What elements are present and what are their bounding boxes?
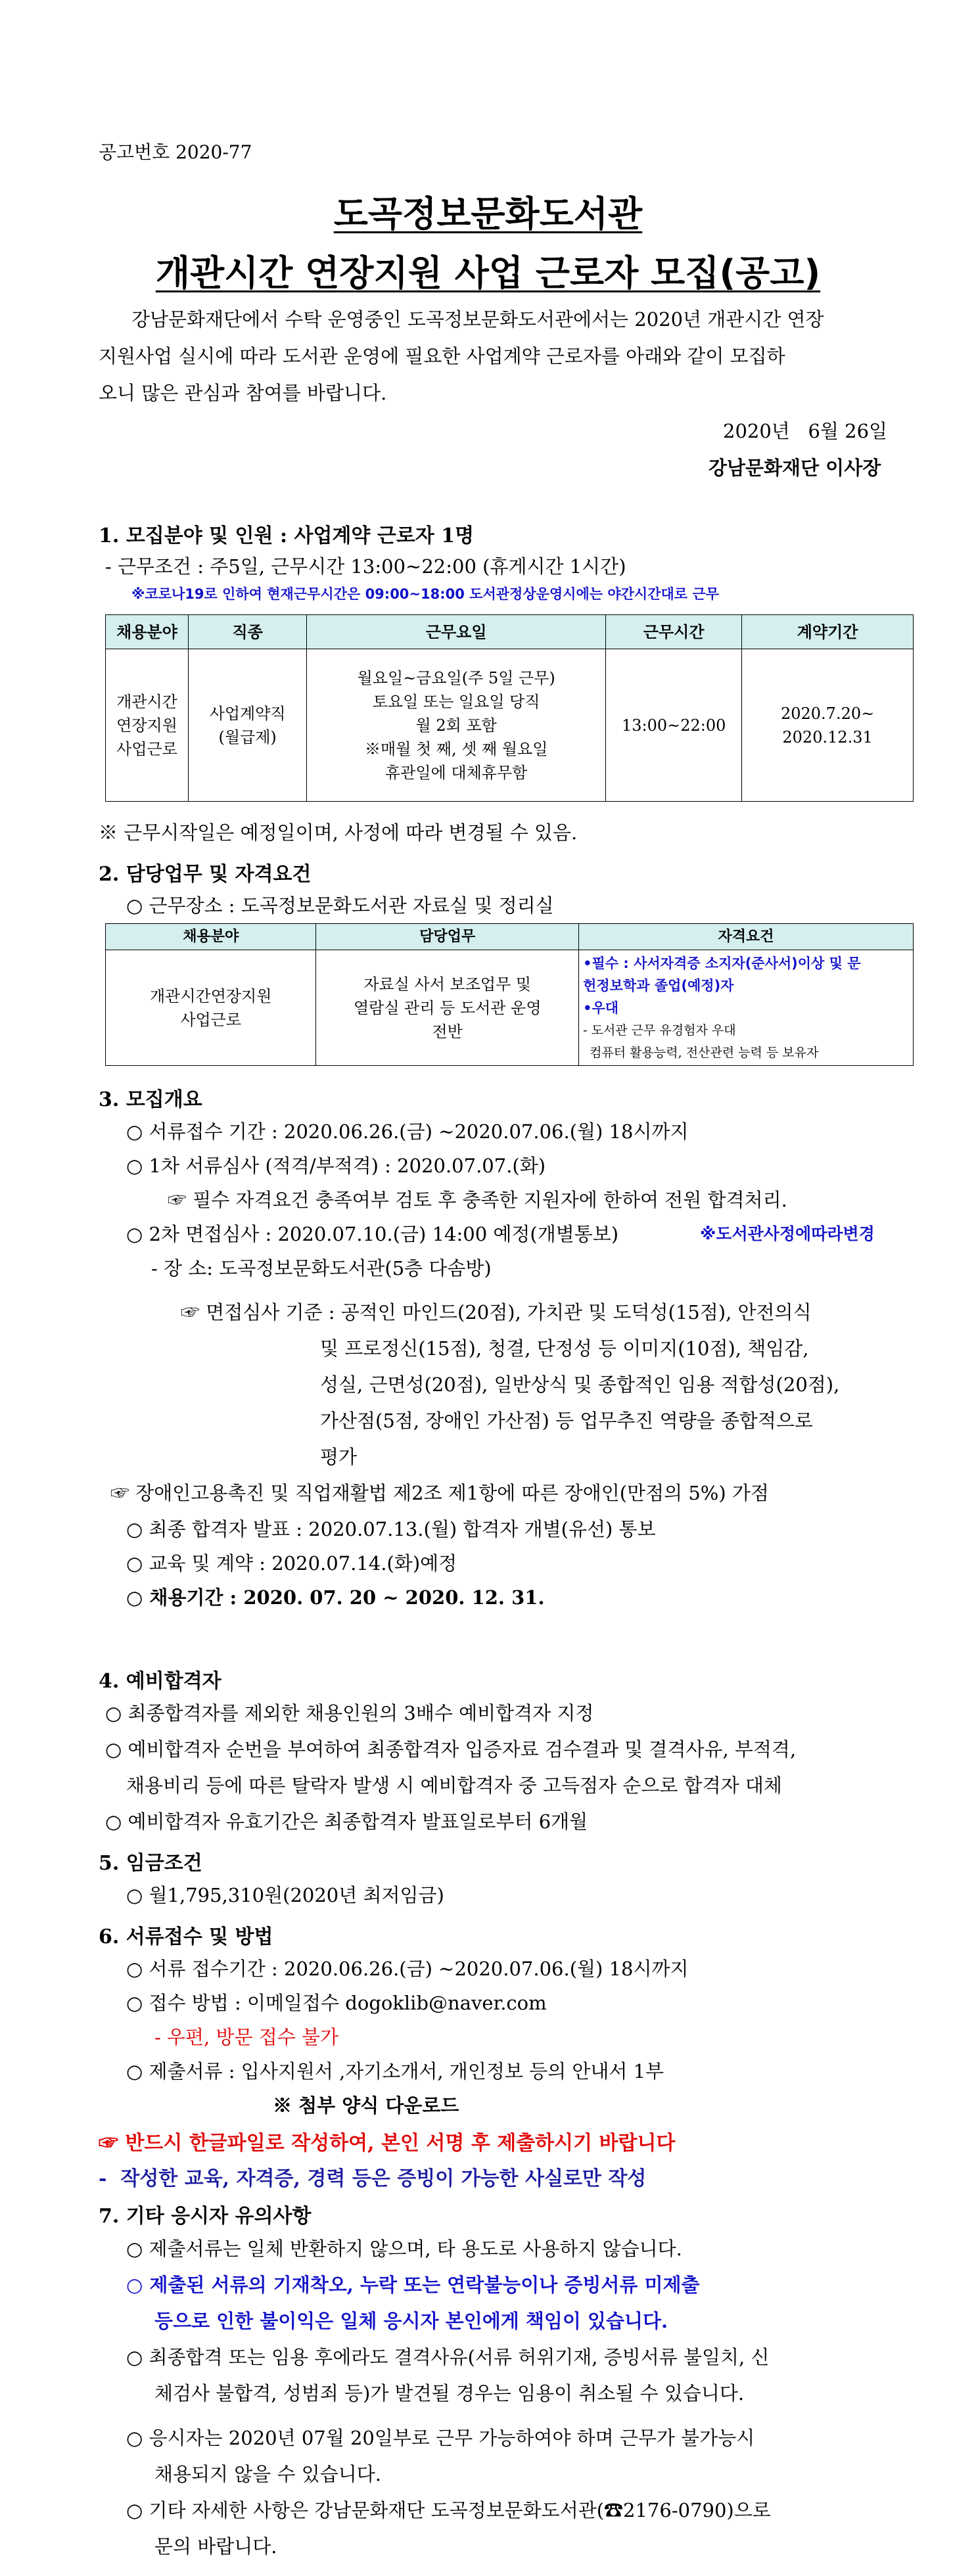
cell-field: [106, 649, 189, 802]
sec7-line: ○ 기타 자세한 사항은 강남문화재단 도곡정보문화도서관(☎2176-0790)으로: [126, 2499, 771, 2521]
cell-job: [189, 649, 307, 802]
title-line1-text: 도곡정보문화도서관: [333, 193, 643, 235]
job-line: (월급제): [218, 727, 277, 747]
sec1-footnote: ※ 근무시작일은 예정일이며, 사정에 따라 변경될 수 있음.: [99, 821, 578, 844]
sec6-line: ○ 제출서류 : 입사지원서 ,자기소개서, 개인정보 등의 안내서 1부: [126, 2060, 664, 2082]
field2-line: 사업근로: [180, 1010, 242, 1029]
days-line: 월요일~금요일(주 5일 근무): [357, 668, 555, 687]
sec3-line: ○ 서류접수 기간 : 2020.06.26.(금) ~2020.07.06.(월) 18시까지: [126, 1120, 689, 1143]
sec6-hwp-notice: ☞ 반드시 한글파일로 작성하여, 본인 서명 후 제출하시기 바랍니다: [99, 2132, 676, 2155]
sec1-condition: - 근무조건 : 주5일, 근무시간 13:00~22:00 (휴게시간 1시간): [105, 555, 626, 578]
field-line: 사업근로: [116, 739, 177, 758]
sec6-line: ○ 서류 접수기간 : 2020.06.26.(금) ~2020.07.06.(월) 18시까지: [126, 1958, 689, 1980]
sec3-line: ○ 최종 합격자 발표 : 2020.07.13.(월) 합격자 개별(유선) 통보: [126, 1518, 656, 1540]
th2-field: 채용분야: [106, 924, 316, 950]
intro-line-2: 지원사업 실시에 따라 도서관 운영에 필요한 사업계약 근로자를 아래와 같이 모집하: [99, 345, 785, 367]
sec4-heading: 4. 예비합격자: [99, 1670, 221, 1693]
sec4-line: ○ 최종합격자를 제외한 채용인원의 3배수 예비합격자 지정: [105, 1702, 594, 1724]
title-line2-text: 개관시간 연장지원 사업 근로자 모집(공고): [155, 252, 821, 294]
job-line: 사업계약직: [209, 704, 286, 723]
sec3-line: 및 프로정신(15점), 청결, 단정성 등 이미지(10점), 책임감,: [320, 1337, 809, 1360]
duty-line: 열람실 관리 등 도서관 운영: [353, 998, 542, 1017]
recruit-table: [105, 614, 914, 802]
req-preferred: •우대: [583, 1000, 619, 1016]
sec3-heading: 3. 모집개요: [99, 1088, 202, 1111]
notice-number: 공고번호 2020-77: [99, 141, 252, 163]
sec3-line: 가산점(5점, 장애인 가산점) 등 업무추진 역량을 종합적으로: [320, 1410, 813, 1432]
cell2-req: [579, 950, 914, 1066]
th2-duty: 담당업무: [316, 924, 579, 950]
issuer: 강남문화재단 이사장: [709, 457, 881, 479]
sec4-line: ○ 예비합격자 유효기간은 최종합격자 발표일로부터 6개월: [105, 1810, 588, 1833]
sec7-line: 체검사 불합격, 성범죄 등)가 발견될 경우는 임용이 취소될 수 있습니다.: [154, 2382, 745, 2404]
sec3-line: 평가: [320, 1446, 358, 1468]
sec5-line: ○ 월1,795,310원(2020년 최저임금): [126, 1884, 444, 1906]
sec7-line: 채용되지 않을 수 있습니다.: [154, 2463, 382, 2485]
title-library: [0, 186, 976, 237]
intro-line-1: 강남문화재단에서 수탁 운영중인 도곡정보문화도서관에서는 2020년 개관시간 연장: [131, 308, 824, 331]
cell2-duty: [316, 950, 579, 1066]
sec3-line: - 장 소: 도곡정보문화도서관(5층 다솜방): [151, 1257, 492, 1279]
sec7-line: 문의 바랍니다.: [154, 2535, 277, 2558]
period-line: 2020.7.20~: [780, 704, 875, 723]
days-line: 월 2회 포함: [415, 716, 497, 735]
cell2-field: [106, 950, 316, 1066]
sec3-line: ☞ 면접심사 기준 : 공적인 마인드(20점), 가치관 및 도덕성(15점), 안전의식: [181, 1301, 812, 1323]
th-period: 계약기간: [742, 615, 914, 649]
sec2-heading: 2. 담당업무 및 자격요건: [99, 863, 312, 886]
sec7-line: ○ 제출서류는 일체 반환하지 않으며, 타 용도로 사용하지 않습니다.: [126, 2238, 682, 2260]
field-line: 연장지원: [116, 716, 177, 735]
duty-line: 자료실 사서 보조업무 및: [363, 975, 532, 994]
sec3-line: ○ 2차 면접심사 : 2020.07.10.(금) 14:00 예정(개별통보): [126, 1223, 619, 1245]
sec3-line: ☞ 장애인고용촉진 및 직업재활법 제2조 제1항에 따른 장애인(만점의 5%) 가점: [110, 1482, 769, 1504]
duty-table: [105, 923, 914, 1066]
th-field: 채용분야: [106, 615, 189, 649]
sec6-no-mail: - 우편, 방문 접수 불가: [154, 2026, 339, 2048]
sec7-line-blue: 등으로 인한 불이익은 일체 응시자 본인에게 책임이 있습니다.: [154, 2310, 668, 2332]
req-required-2: 헌정보학과 졸업(예정)자: [583, 977, 734, 994]
sec3-line: ○ 교육 및 계약 : 2020.07.14.(화)예정: [126, 1552, 457, 1575]
cell-days: [307, 649, 606, 802]
th2-req: 자격요건: [579, 924, 914, 950]
req-required: •필수 : 사서자격증 소지자(준사서)이상 및 문: [583, 955, 861, 971]
sec6-heading: 6. 서류접수 및 방법: [99, 1925, 273, 1948]
period-line: 2020.12.31: [782, 727, 873, 747]
sec3-change-note: ※도서관사정에따라변경: [700, 1224, 875, 1243]
intro-line-3: 오니 많은 관심과 참여를 바랍니다.: [99, 382, 387, 404]
sec6-proof-notice: - 작성한 교육, 자격증, 경력 등은 증빙이 가능한 사실로만 작성: [99, 2167, 647, 2190]
sec3-line: 성실, 근면성(20점), 일반상식 및 종합적인 임용 적합성(20점),: [320, 1373, 840, 1396]
days-line: 토요일 또는 일요일 당직: [372, 692, 540, 711]
sec2-place: ○ 근무장소 : 도곡정보문화도서관 자료실 및 정리실: [126, 894, 554, 917]
sec3-line: ☞ 필수 자격요건 충족여부 검토 후 충족한 지원자에 한하여 전원 합격처리.: [168, 1189, 787, 1211]
req-pref-2: 컴퓨터 활용능력, 전산관련 능력 등 보유자: [590, 1045, 819, 1060]
sec6-line: ○ 접수 방법 : 이메일접수 dogoklib@naver.com: [126, 1992, 547, 2014]
sec4-line: 채용비리 등에 따른 탈락자 발생 시 예비합격자 중 고득점자 순으로 합격자 대체: [126, 1774, 782, 1797]
duty-line: 전반: [432, 1022, 463, 1041]
th-days: 근무요일: [307, 615, 606, 649]
th-hours: 근무시간: [606, 615, 742, 649]
notice-date: 2020년 6월 26일: [723, 420, 888, 442]
sec3-hire-period: ○ 채용기간 : 2020. 07. 20 ~ 2020. 12. 31.: [126, 1586, 545, 1609]
th-job: 직종: [189, 615, 307, 649]
sec7-heading: 7. 기타 응시자 유의사항: [99, 2205, 312, 2228]
title-recruitment: [0, 245, 976, 296]
sec7-line-blue: ○ 제출된 서류의 기재착오, 누락 또는 연락불능이나 증빙서류 미제출: [126, 2274, 700, 2296]
covid-note: ※코로나19로 인하여 현재근무시간은 09:00~18:00 도서관정상운영시에는 야간시간대로 근무: [131, 586, 719, 602]
days-line: ※매월 첫 째, 셋 째 월요일: [364, 739, 548, 758]
sec5-heading: 5. 임금조건: [99, 1852, 202, 1875]
sec4-line: ○ 예비합격자 순번을 부여하여 최종합격자 입증자료 검수결과 및 결격사유, 부적격,: [105, 1738, 797, 1760]
days-line: 휴관일에 대체휴무함: [385, 763, 528, 782]
sec7-line: ○ 최종합격 또는 임용 후에라도 결격사유(서류 허위기재, 증빙서류 불일치, 신: [126, 2346, 770, 2368]
field2-line: 개관시간연장지원: [149, 986, 272, 1005]
field-line: 개관시간: [116, 692, 177, 711]
sec7-line: ○ 응시자는 2020년 07월 20일부로 근무 가능하여야 하며 근무가 불가능시: [126, 2427, 755, 2449]
cell-period: [742, 649, 914, 802]
sec1-heading: 1. 모집분야 및 인원 : 사업계약 근로자 1명: [99, 524, 475, 547]
req-pref-1: - 도서관 근무 유경험자 우대: [583, 1023, 736, 1038]
form-download[interactable]: ※ 첨부 양식 다운로드: [273, 2094, 459, 2117]
sec3-line: ○ 1차 서류심사 (적격/부적격) : 2020.07.07.(화): [126, 1155, 546, 1177]
cell-hours: 13:00~22:00: [606, 649, 742, 802]
